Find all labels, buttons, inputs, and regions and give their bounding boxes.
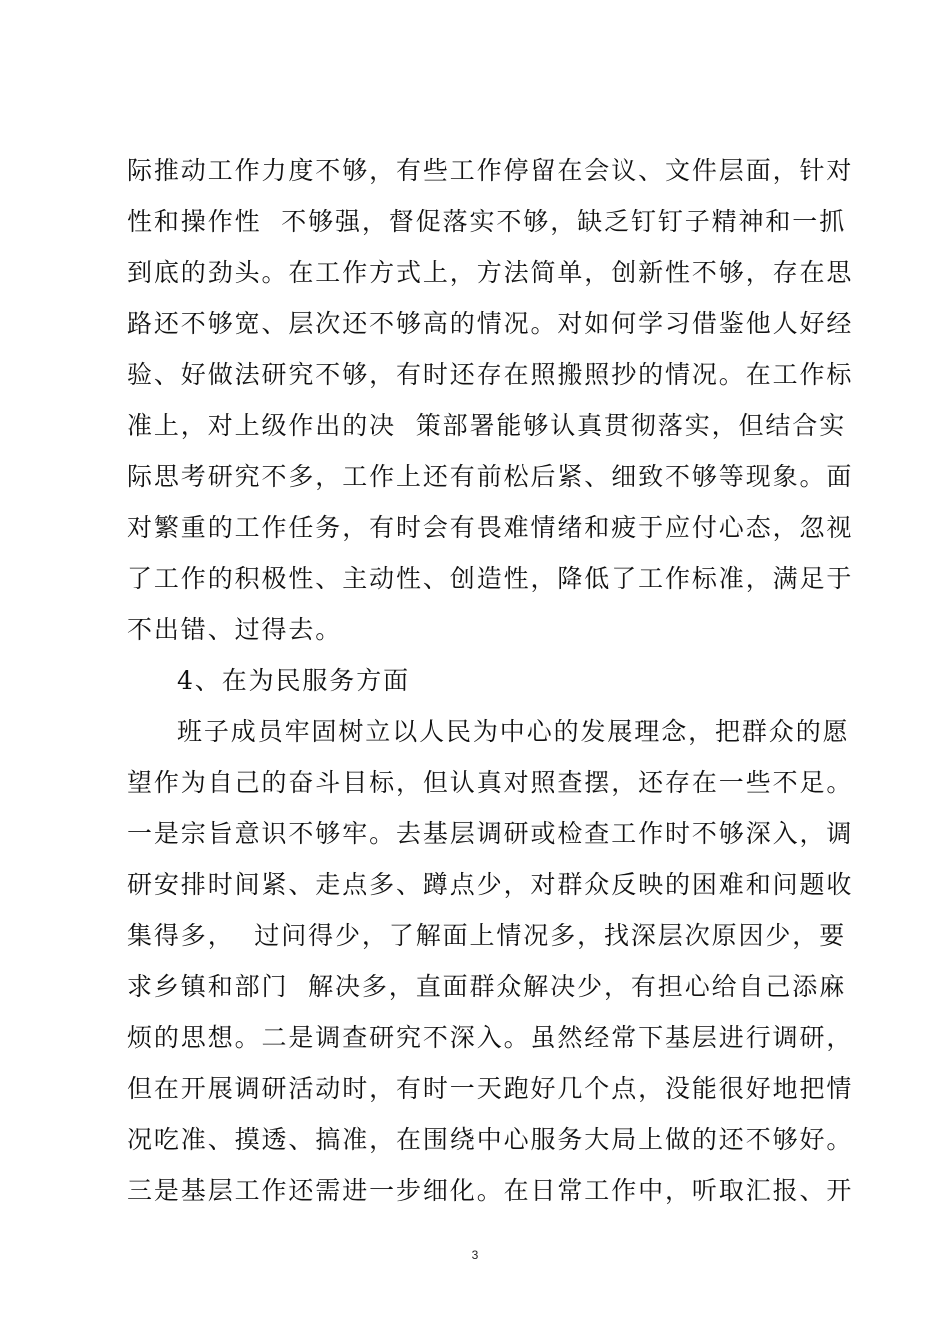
text-line: 到底的劲头。在工作方式上，方法简单，创新性不够，存在思 [127,258,854,287]
text-line: 研安排时间紧、走点多、蹲点少，对群众反映的困难和问题收 [127,870,854,899]
text-line: 望作为自己的奋斗目标，但认真对照查摆，还存在一些不足。 [127,768,854,797]
text-line: 三是基层工作还需进一步细化。在日常工作中，听取汇报、开 [127,1176,854,1205]
text-line: 际推动工作力度不够，有些工作停留在会议、文件层面，针对 [127,156,854,185]
text-line: 际思考研究不多，工作上还有前松后紧、细致不够等现象。面 [127,462,854,491]
text-line: 况吃准、摸透、搞准，在围绕中心服务大局上做的还不够好。 [127,1125,854,1154]
text-line: 烦的思想。二是调查研究不深入。虽然经常下基层进行调研， [127,1023,854,1052]
text-line: 验、好做法研究不够，有时还存在照搬照抄的情况。在工作标 [127,360,854,389]
text-line: 性和操作性 不够强，督促落实不够，缺乏钉钉子精神和一抓 [127,207,847,236]
text-line: 路还不够宽、层次还不够高的情况。对如何学习借鉴他人好经 [127,309,854,338]
text-line: 但在开展调研活动时，有时一天跑好几个点，没能很好地把情 [127,1074,854,1103]
body-text [127,152,854,1223]
section-heading: 4、在为民服务方面 [177,666,411,695]
text-line: 集得多， 过问得少，了解面上情况多，找深层次原因少，要 [127,921,847,950]
page-number: 3 [471,1248,479,1262]
text-line: 求乡镇和部门 解决多，直面群众解决少，有担心给自己添麻 [127,972,847,1001]
paragraph-first-line: 班子成员牢固树立以人民为中心的发展理念，把群众的愿 [177,717,850,746]
text-line: 一是宗旨意识不够牢。去基层调研或检查工作时不够深入，调 [127,819,854,848]
text-line: 不出错、过得去。 [127,615,343,644]
text-line: 对繁重的工作任务，有时会有畏难情绪和疲于应付心态，忽视 [127,513,854,542]
text-line: 了工作的积极性、主动性、创造性，降低了工作标准，满足于 [127,564,854,593]
text-line: 准上，对上级作出的决 策部署能够认真贯彻落实，但结合实 [127,411,847,440]
